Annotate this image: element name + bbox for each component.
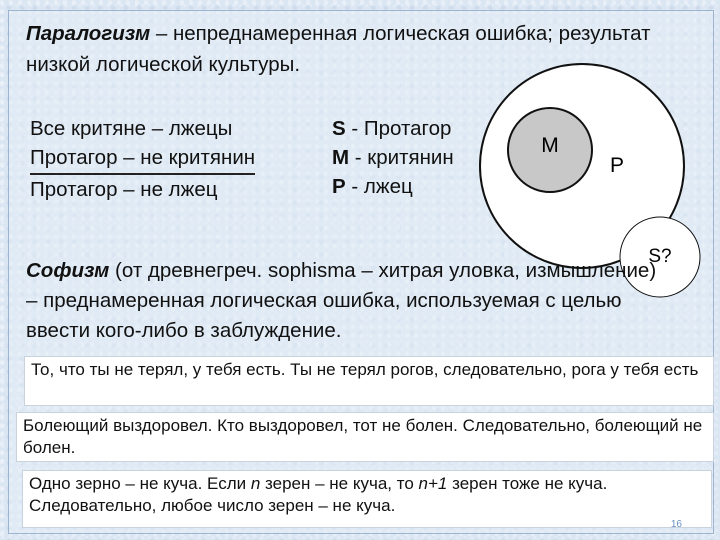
label-p: P xyxy=(609,154,625,177)
premise-2: Протагор – не критянин xyxy=(30,143,255,175)
sophism-term: Софизм xyxy=(26,259,110,282)
premise-1: Все критяне – лжецы xyxy=(30,117,233,140)
sophism-definition xyxy=(26,256,658,346)
example-heap: Одно зерно – не куча. Если n зерен – не куча, то n+1 зерен тоже не куча. Следовательно, любое число зерен – не куча. xyxy=(22,470,712,528)
example-horns: То, что ты не терял, у тебя есть. Ты не терял рогов, следовательно, рога у тебя есть xyxy=(24,356,714,406)
conclusion: Протагор – не лжец xyxy=(30,178,218,201)
page-number: 16 xyxy=(670,519,682,530)
label-s: S? xyxy=(648,246,672,267)
paralogism-text: – непреднамеренная логическая ошибка; результат низкой логической культуры. xyxy=(26,22,651,76)
example-sick: Болеющий выздоровел. Кто выздоровел, тот не болен. Следовательно, болеющий не болен. xyxy=(16,412,714,462)
sophism-text: (от древнегреч. sophisma – хитрая уловка, измышление) – преднамеренная логическая ошибка, используемая с целью ввести кого-либо в заблуждение. xyxy=(26,259,657,342)
term-m: M - критянин xyxy=(332,146,454,169)
term-s: S - Протагор xyxy=(332,117,452,140)
term-p: P - лжец xyxy=(332,175,413,198)
paralogism-term: Паралогизм xyxy=(26,22,151,45)
label-m: M xyxy=(541,134,559,157)
